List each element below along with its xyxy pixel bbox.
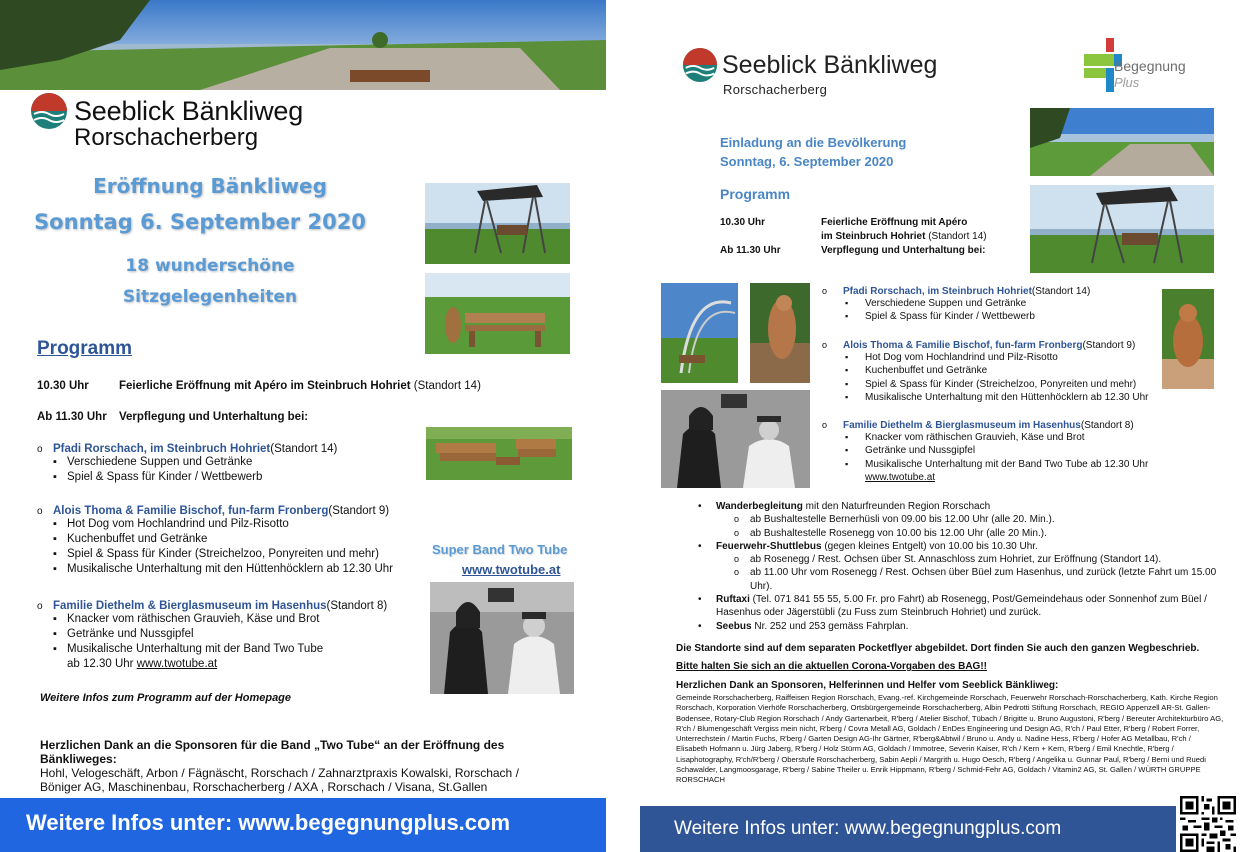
bus-text: Nr. 252 und 253 gemäss Fahrplan. <box>751 620 909 632</box>
headline-seats-line2: Sitzgelegenheiten <box>122 287 298 307</box>
band-time-line <box>67 657 387 672</box>
program-heading: Programm <box>720 186 791 202</box>
locations-note: Die Standorte sind auf dem separaten Pocketflyer abgebildet. Dort finden Sie auch den ganzen Wegbeschrieb. <box>676 643 1200 654</box>
hike-item <box>694 500 1224 513</box>
opening-location: (Standort 14) <box>925 231 987 242</box>
list-item: ▪ Knacker vom räthischen Grauvieh, Käse und Brot <box>53 612 387 627</box>
shuttle-sub-item: o ab 11.00 Uhr vom Rosenegg / Rest. Ochsen über Büel zum Hasenhus, und zurück (letzte Fahrt um 15.00 Uhr). <box>694 566 1224 593</box>
taxi-item <box>694 593 1224 620</box>
section-location: (Standort 8) <box>1080 420 1134 431</box>
band-sponsors-line2: Böniger AG, Maschinenbau, Rorschacherberg / AXA , Rorschach / Visana, St.Gallen <box>40 780 488 794</box>
opening-row <box>37 380 481 392</box>
page-gap <box>608 0 638 852</box>
band-two-tube-photo <box>430 582 574 694</box>
shuttle-item <box>694 540 1224 553</box>
list-item: ▪ Kuchenbuffet und Getränke <box>843 364 1149 377</box>
catering-time: Ab 11.30 Uhr <box>37 411 107 423</box>
opening-text: Feierliche Eröffnung mit Apéro <box>821 217 968 228</box>
section-name: Pfadi Rorschach, im Steinbruch Hohriet <box>843 286 1032 297</box>
opening-time: 10.30 Uhr <box>720 217 766 228</box>
taxi-label: Ruftaxi <box>716 594 750 606</box>
taxi-text: (Tel. 071 841 55 55, 5.00 Fr. pro Fahrt) ab Rosenegg, Post/Gemeindehaus oder Sonnenhof zum Büel / Hasenhus oder Jägerstübli (zu Fuss zum Steinbruch Hohriet) und zurück. <box>716 594 1207 619</box>
section-pfadi: o Pfadi Rorschach, im Steinbruch Hohriet (Standort 14) ▪ Verschiedene Suppen und Getränke ▪ Spiel & Spass für Kinder / Wettbewerb <box>822 286 1090 324</box>
shuttle-text: (gegen kleines Entgelt) von 10.00 bis 10.30 Uhr. <box>821 540 1038 552</box>
list-item: ▪ Spiel & Spass für Kinder (Streichelzoo, Ponyreiten und mehr) <box>843 378 1149 391</box>
list-item: ▪ Getränke und Nussgipfel <box>53 627 387 642</box>
sponsors-heading: Herzlichen Dank an Sponsoren, Helferinnen und Helfer vom Seeblick Bänkliweg: <box>676 680 1059 691</box>
list-item: ▪ Musikalische Unterhaltung mit der Band Two Tube ab 12.30 Uhr <box>843 458 1148 471</box>
band-two-tube-photo <box>661 390 810 488</box>
section-fun-farm: o Alois Thoma & Familie Bischof, fun-farm Fronberg (Standort 9) ▪ Hot Dog vom Hochlandrind und Pilz-Risotto ▪ Kuchenbuffet und Getränke ▪ Spiel & Spass für Kinder (Streichelzoo, Ponyreiten und mehr) ▪ Musikalische Unterhaltung mit den Hüttenhöcklern ab 12.30 Uhr <box>822 340 1149 404</box>
list-item: ▪ Spiel & Spass für Kinder / Wettbewerb <box>53 470 337 485</box>
sponsors-list: Gemeinde Rorschacherberg, Raiffeisen Region Rorschach, Evang.-ref. Kirchgemeinde Rorschach, Feuerwehr Rorschach-Rorschacherberg, Kath. Kirche Region Rorschach, Korporation Vierhöfe Rorschacherberg, Ortsbürgergemeinde Rorschacherberg, Albin Pedrotti Stiftung Rorschach, REGIO Appenzell AR-St. Gallen- Bodensee, Rotary-Club Region Rorschach / Andy Gartenarbeit, R'berg / Atelier Bischof, Tübach / Brigitte u. Bruno Augustoni, R'berg / Bereuter Architekturbüro AG, R'ch / Blumengeschäft Vergiss mein nicht, R'berg / Covra Metall AG, Goldach / EnDes Engineering und Design AG, R'ch / Paul Etter, R'berg / Robert Forrer, Unterrechstein / Martin Fuchs, R'berg / Garten Design AG-Ihr Gärtner, R'berg&Abtwil / Bruno u. Andy u. Nadine Hess, R'berg / Hofer AG Metallbau, R'ch / Elisabeth Hofmann u. Jürg Jaberg, R'berg / Holz Stürm AG, Goldach / Immotree, Severin Kaiser, R'ch / Kern + Kern, R'berg / Emil Knechtle, R'berg / Lisaphotography, R'ch/R'berg / Oberstufe Rorschacherberg, Sabin Aepli / Margrith u. Hugo Oesch, R'berg / Angelika u. Gunnar Paul, R'berg / Berni und Ruedi Schawalder, Langmoosgarage, R'berg / Sabine Theiler u. Enrik Hippmann, R'berg / Schmid-Fehr AG, Goldach / Vitamin2 AG, St. Gallen / WÜRTH GRUPPE RORSCHACH <box>676 693 1224 785</box>
footer-website-bar[interactable]: Weitere Infos unter: www.begegnungplus.com <box>0 798 606 852</box>
list-item: ▪ Hot Dog vom Hochlandrind und Pilz-Risotto <box>843 351 1149 364</box>
flyer-right <box>638 0 1248 852</box>
footer-website-bar[interactable]: Weitere Infos unter: www.begegnungplus.com <box>640 806 1176 852</box>
headline-opening: Eröffnung Bänkliweg <box>93 174 327 198</box>
section-location: (Standort 8) <box>326 600 388 612</box>
logo-title: Seeblick Bänkliweg <box>722 51 938 79</box>
catering-row <box>37 411 308 423</box>
date-heading: Sonntag, 6. September 2020 <box>720 154 894 169</box>
section-fun-farm: o Alois Thoma & Familie Bischof, fun-farm Fronberg (Standort 9) ▪ Hot Dog vom Hochlandrind und Pilz-Risotto ▪ Kuchenbuffet und Getränke ▪ Spiel & Spass für Kinder (Streichelzoo, Ponyreiten und mehr) ▪ Musikalische Unterhaltung mit den Hüttenhöcklern ab 12.30 Uhr <box>37 505 393 577</box>
wire-sculpture-photo <box>661 283 738 383</box>
fox-carving-photo <box>1162 289 1214 389</box>
list-item: ▪ Verschiedene Suppen und Getränke <box>843 297 1090 310</box>
hike-sub-item: o ab Bushaltestelle Rosenegg von 10.00 bis 12.00 Uhr (alle 20 Min.). <box>694 527 1224 540</box>
section-pfadi: o Pfadi Rorschach, im Steinbruch Hohriet (Standort 14) ▪ Verschiedene Suppen und Getränke ▪ Spiel & Spass für Kinder / Wettbewerb <box>37 443 337 485</box>
band-sponsors-title: Herzlichen Dank an die Sponsoren für die Band „Two Tube“ an der Eröffnung des Bänkliweges: <box>40 738 505 766</box>
program-heading: Programm <box>37 338 133 359</box>
transport-list <box>694 500 1224 633</box>
shuttle-sub-item: o ab Rosenegg / Rest. Ochsen über St. Annaschloss zum Hohriet, zur Eröffnung (Standort 14). <box>694 553 1224 566</box>
opening-text: Feierliche Eröffnung mit Apéro im Steinbruch Hohriet <box>119 380 411 392</box>
hike-sub-item: o ab Bushaltestelle Bernerhüsli von 09.00 bis 12.00 Uhr (alle 20. Min.). <box>694 513 1224 526</box>
headline-seats-line1: 18 wunderschöne <box>125 256 295 276</box>
list-item: ▪ Knacker vom räthischen Grauvieh, Käse und Brot <box>843 431 1148 444</box>
band-sponsors-block <box>40 738 580 794</box>
shuttle-label: Feuerwehr-Shuttlebus <box>716 540 822 552</box>
panorama-photo <box>1030 108 1214 176</box>
list-item: ▪ Kuchenbuffet und Getränke <box>53 532 393 547</box>
seeblick-logo-icon <box>30 92 68 130</box>
corona-note: Bitte halten Sie sich an die aktuellen Corona-Vorgaben des BAG!! <box>676 661 987 672</box>
invitation-heading: Einladung an die Bevölkerung <box>720 135 907 150</box>
twotube-link[interactable]: www.twotube.at <box>865 471 936 483</box>
opening-location: (Standort 14) <box>410 380 481 392</box>
section-name: Alois Thoma & Familie Bischof, fun-farm Fronberg <box>843 340 1083 351</box>
hike-label: Wanderbegleitung <box>716 501 803 512</box>
hike-text: mit den Naturfreunden Region Rorschach <box>802 501 991 512</box>
list-item: ▪ Spiel & Spass für Kinder / Wettbewerb <box>843 310 1090 323</box>
section-name: Familie Diethelm & Bierglasmuseum im Hasenhus <box>53 600 327 612</box>
section-name: Familie Diethelm & Bierglasmuseum im Hasenhus <box>843 420 1081 431</box>
section-name: Alois Thoma & Familie Bischof, fun-farm Fronberg <box>53 505 329 517</box>
section-location: (Standort 14) <box>270 443 338 455</box>
list-item: ▪ Hot Dog vom Hochlandrind und Pilz-Risotto <box>53 517 393 532</box>
headline-date: Sonntag 6. September 2020 <box>34 210 366 234</box>
list-item: ▪ Spiel & Spass für Kinder (Streichelzoo, Ponyreiten und mehr) <box>53 547 393 562</box>
partner-name: Begegnung <box>1114 58 1186 74</box>
list-item: ▪ Musikalische Unterhaltung mit den Hüttenhöcklern ab 12.30 Uhr <box>843 391 1149 404</box>
bus-item <box>694 620 1224 633</box>
band-sponsors-line1: Hohl, Velogeschäft, Arbon / Fägnäscht, Rorschach / Zahnarztpraxis Kowalski, Rorschach / <box>40 766 519 780</box>
partner-name-plus: Plus <box>1114 75 1140 90</box>
opening-time: 10.30 Uhr <box>37 380 89 392</box>
logo-subtitle: Rorschacherberg <box>74 124 259 151</box>
opening-location-line <box>821 231 987 242</box>
catering-time: Ab 11.30 Uhr <box>720 245 781 256</box>
section-location: (Standort 14) <box>1031 286 1091 297</box>
opening-location-bold: im Steinbruch Hohriet <box>821 231 926 242</box>
list-item: ▪ Getränke und Nussgipfel <box>843 444 1148 457</box>
catering-text: Verpflegung und Unterhaltung bei: <box>119 411 309 423</box>
bus-label: Seebus <box>716 620 752 632</box>
section-name: Pfadi Rorschach, im Steinbruch Hohriet <box>53 443 271 455</box>
twin-bench-photo <box>426 427 572 480</box>
section-location: (Standort 9) <box>328 505 390 517</box>
band-link[interactable]: www.twotube.at <box>462 562 561 577</box>
seeblick-logo-icon <box>682 47 718 83</box>
qr-code-icon[interactable] <box>1180 796 1236 852</box>
section-location: (Standort 9) <box>1082 340 1136 351</box>
logo-title: Seeblick Bänkliweg <box>74 96 304 126</box>
flyer-left <box>0 0 608 852</box>
section-hasenhus: o Familie Diethelm & Bierglasmuseum im Hasenhus (Standort 8) ▪ Knacker vom räthischen Grauvieh, Käse und Brot ▪ Getränke und Nussgipfel ▪ Musikalische Unterhaltung mit der Band Two Tube ab 12.30 Uhr www.twotube.at <box>822 420 1148 484</box>
carved-bench-photo <box>425 273 570 354</box>
panorama-banner-photo <box>0 0 606 90</box>
twotube-link[interactable]: www.twotube.at <box>136 658 218 670</box>
band-time: ab 12.30 Uhr <box>67 658 137 670</box>
band-title: Super Band Two Tube <box>432 542 568 557</box>
more-info-note: Weitere Infos zum Programm auf der Homepage <box>40 692 292 704</box>
list-item: ▪ Verschiedene Suppen und Getränke <box>53 455 337 470</box>
list-item: ▪ Musikalische Unterhaltung mit den Hüttenhöcklern ab 12.30 Uhr <box>53 562 393 577</box>
logo-subtitle: Rorschacherberg <box>723 82 828 97</box>
list-item: ▪ Musikalische Unterhaltung mit der Band Two Tube <box>53 642 387 657</box>
section-hasenhus: o Familie Diethelm & Bierglasmuseum im Hasenhus (Standort 8) ▪ Knacker vom räthischen Grauvieh, Käse und Brot ▪ Getränke und Nussgipfel ▪ Musikalische Unterhaltung mit der Band Two Tube ab 12.30 Uhr www.twotube.at <box>37 600 387 672</box>
swing-bench-photo <box>1030 185 1214 273</box>
squirrel-carving-photo <box>750 283 810 383</box>
catering-text: Verpflegung und Unterhaltung bei: <box>821 245 986 256</box>
swing-bench-photo <box>425 183 570 264</box>
